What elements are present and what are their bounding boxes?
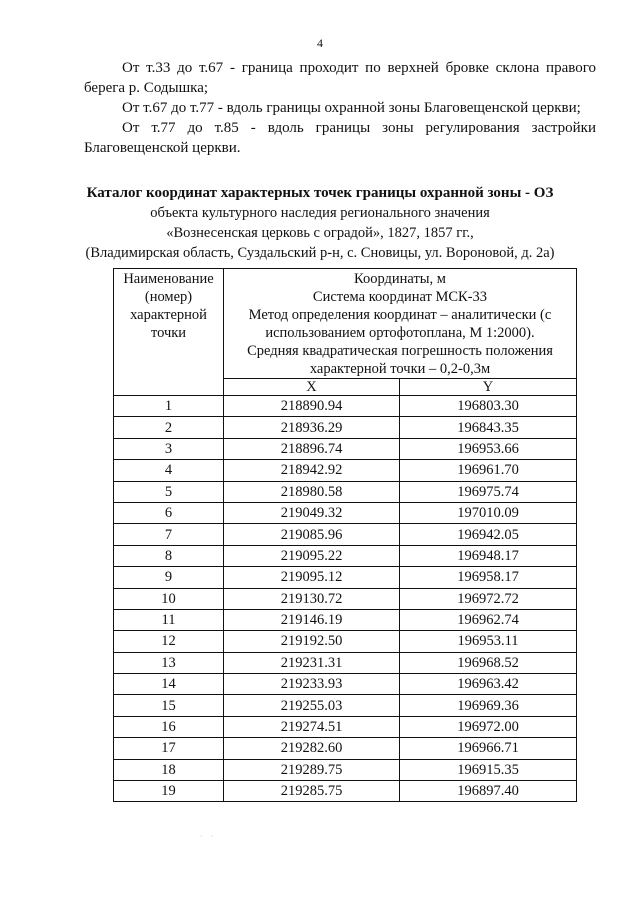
point-number: 10 [114,588,224,609]
table-row [114,545,577,566]
x-coordinate: 218936.29 [224,417,400,438]
point-number: 1 [114,396,224,417]
x-coordinate: 219049.32 [224,502,400,523]
coordinates-header-line-1: Координаты, м [354,271,446,287]
y-coordinate: 196803.30 [400,396,577,417]
table-row [114,631,577,652]
coordinates-header-line-2: Система координат МСК-33 [312,289,488,305]
table-row [114,396,577,417]
coordinates-table [113,268,577,802]
table-row [114,567,577,588]
x-coordinate: 219095.12 [224,567,400,588]
table-row [114,738,577,759]
table-row [114,695,577,716]
y-coordinate: 196897.40 [400,781,577,802]
table-row [114,438,577,459]
page-number: 4 [317,36,323,50]
y-coordinate: 196958.17 [400,567,577,588]
point-number: 8 [114,545,224,566]
intro-paragraph-1: От т.33 до т.67 - граница проходит по верхней бровке склона правого берега р. Содышка; [84,60,596,96]
y-coordinate: 196972.72 [400,588,577,609]
point-number: 7 [114,524,224,545]
point-number: 18 [114,759,224,780]
y-coordinate: 196953.11 [400,631,577,652]
y-header: Y [400,379,577,396]
x-coordinate: 219130.72 [224,588,400,609]
table-row [114,481,577,502]
table-row [114,781,577,802]
catalog-title: Каталог координат характерных точек границы охранной зоны - ОЗ [86,185,554,201]
y-coordinate: 196963.42 [400,674,577,695]
table-row [114,652,577,673]
x-header: X [224,379,400,396]
x-coordinate: 218980.58 [224,481,400,502]
y-coordinate: 196843.35 [400,417,577,438]
y-coordinate: 196961.70 [400,460,577,481]
point-number: 4 [114,460,224,481]
point-number: 6 [114,502,224,523]
point-number: 9 [114,567,224,588]
table-row [114,588,577,609]
table-row [114,759,577,780]
point-number: 14 [114,674,224,695]
x-coordinate: 219085.96 [224,524,400,545]
point-name-header: Наименование (номер) характерной точки [114,269,224,396]
catalog-subtitle-2: «Вознесенская церковь с оградой», 1827, 1857 гг., [166,225,474,241]
catalog-heading [60,183,580,263]
y-coordinate: 196942.05 [400,524,577,545]
point-number: 5 [114,481,224,502]
x-coordinate: 219274.51 [224,716,400,737]
coordinates-header-line-3: Метод определения координат – аналитически (с использованием ортофотоплана, М 1:2000). [248,307,552,341]
y-coordinate: 196953.66 [400,438,577,459]
point-number: 16 [114,716,224,737]
y-coordinate: 196972.00 [400,716,577,737]
coordinates-header-line-4: Средняя квадратическая погрешность положения характерной точки – 0,2-0,3м [247,343,553,377]
y-coordinate: 197010.09 [400,502,577,523]
x-coordinate: 219231.31 [224,652,400,673]
table-row [114,609,577,630]
x-coordinate: 219285.75 [224,781,400,802]
x-coordinate: 219233.93 [224,674,400,695]
scan-artifact: · · [200,832,217,841]
x-coordinate: 218896.74 [224,438,400,459]
y-coordinate: 196969.36 [400,695,577,716]
point-number: 15 [114,695,224,716]
catalog-subtitle-3: (Владимирская область, Суздальский р-н, с. Сновицы, ул. Вороновой, д. 2а) [85,245,555,261]
point-number: 13 [114,652,224,673]
x-coordinate: 219192.50 [224,631,400,652]
x-coordinate: 219095.22 [224,545,400,566]
coordinates-header [224,269,577,379]
point-number: 19 [114,781,224,802]
point-number: 17 [114,738,224,759]
x-coordinate: 219289.75 [224,759,400,780]
x-coordinate: 219146.19 [224,609,400,630]
intro-text [84,58,596,158]
x-coordinate: 218942.92 [224,460,400,481]
x-coordinate: 219255.03 [224,695,400,716]
y-coordinate: 196968.52 [400,652,577,673]
point-number: 2 [114,417,224,438]
table-row [114,716,577,737]
point-number: 12 [114,631,224,652]
point-number: 3 [114,438,224,459]
table-header-row [114,269,577,379]
table-row [114,460,577,481]
y-coordinate: 196975.74 [400,481,577,502]
table-row [114,502,577,523]
y-coordinate: 196962.74 [400,609,577,630]
table-row [114,524,577,545]
table-row [114,674,577,695]
y-coordinate: 196915.35 [400,759,577,780]
intro-paragraph-3: От т.77 до т.85 - вдоль границы зоны регулирования застройки Благовещенской церкви. [84,120,596,156]
intro-paragraph-2: От т.67 до т.77 - вдоль границы охранной зоны Благовещенской церкви; [122,100,581,116]
point-number: 11 [114,609,224,630]
catalog-subtitle-1: объекта культурного наследия регионального значения [150,205,490,221]
x-coordinate: 218890.94 [224,396,400,417]
x-coordinate: 219282.60 [224,738,400,759]
table-row [114,417,577,438]
y-coordinate: 196948.17 [400,545,577,566]
y-coordinate: 196966.71 [400,738,577,759]
